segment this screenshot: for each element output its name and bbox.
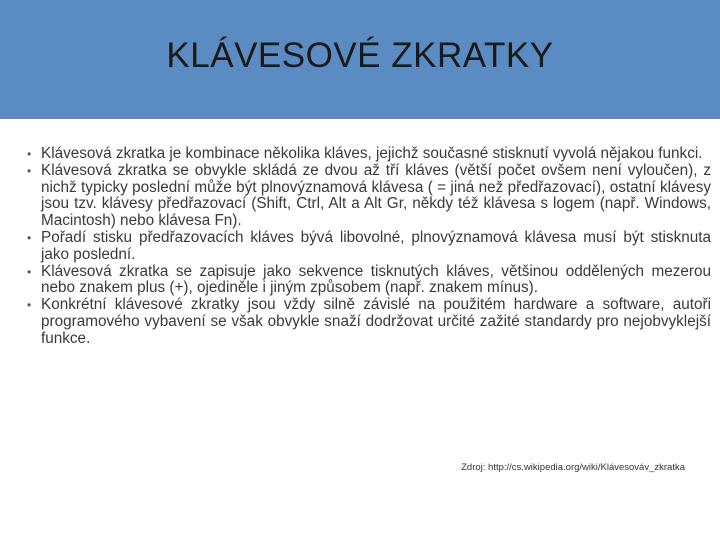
slide-title: KLÁVESOVÉ ZKRATKY xyxy=(166,36,554,75)
bullet-text: Konkrétní klávesové zkratky jsou vždy silně závislé na použitém hardware a software, autoři programového vybavení se však obvykle snaží dodržovat určité zažité standardy pro nejobvyklejší funkce. xyxy=(41,296,711,347)
bullet-dot-icon: • xyxy=(27,264,32,279)
bullet-dot-icon: • xyxy=(27,298,32,313)
list-item xyxy=(0,264,720,298)
bullet-text: Klávesová zkratka je kombinace několika kláves, jejichž současné stisknutí vyvolá nějakou funkci. xyxy=(41,145,703,162)
list-item xyxy=(0,163,720,230)
list-item xyxy=(0,297,720,347)
bullet-list xyxy=(0,146,720,348)
bullet-dot-icon: • xyxy=(27,230,32,245)
list-item xyxy=(0,230,720,264)
bullet-text: Klávesová zkratka se obvykle skládá ze dvou až tří kláves (větší počet ovšem není vyloučen), z nichž typicky poslední může být plnovýznamová klávesa ( = jiná než předřazovací), ostatní klávesy jsou tzv. klávesy předřazovací (Shift, Ctrl, Alt a Alt Gr, někdy též klávesa s logem (např. Windows, Macintosh) nebo klávesa Fn). xyxy=(41,161,711,230)
source-citation: Zdroj: http://cs.wikipedia.org/wiki/Klávesováv_zkratka xyxy=(461,462,685,473)
bullet-dot-icon: • xyxy=(27,163,32,178)
bullet-dot-icon: • xyxy=(27,147,32,161)
bullet-text: Pořadí stisku předřazovacích kláves bývá libovolné, plnovýznamová klávesa musí být stisknuta jako poslední. xyxy=(41,228,711,263)
bullet-text: Klávesová zkratka se zapisuje jako sekvence tisknutých kláves, většinou oddělených mezerou nebo znakem plus (+), ojediněle i jiným způsobem (např. znakem mínus). xyxy=(41,262,711,297)
list-item xyxy=(0,146,720,163)
